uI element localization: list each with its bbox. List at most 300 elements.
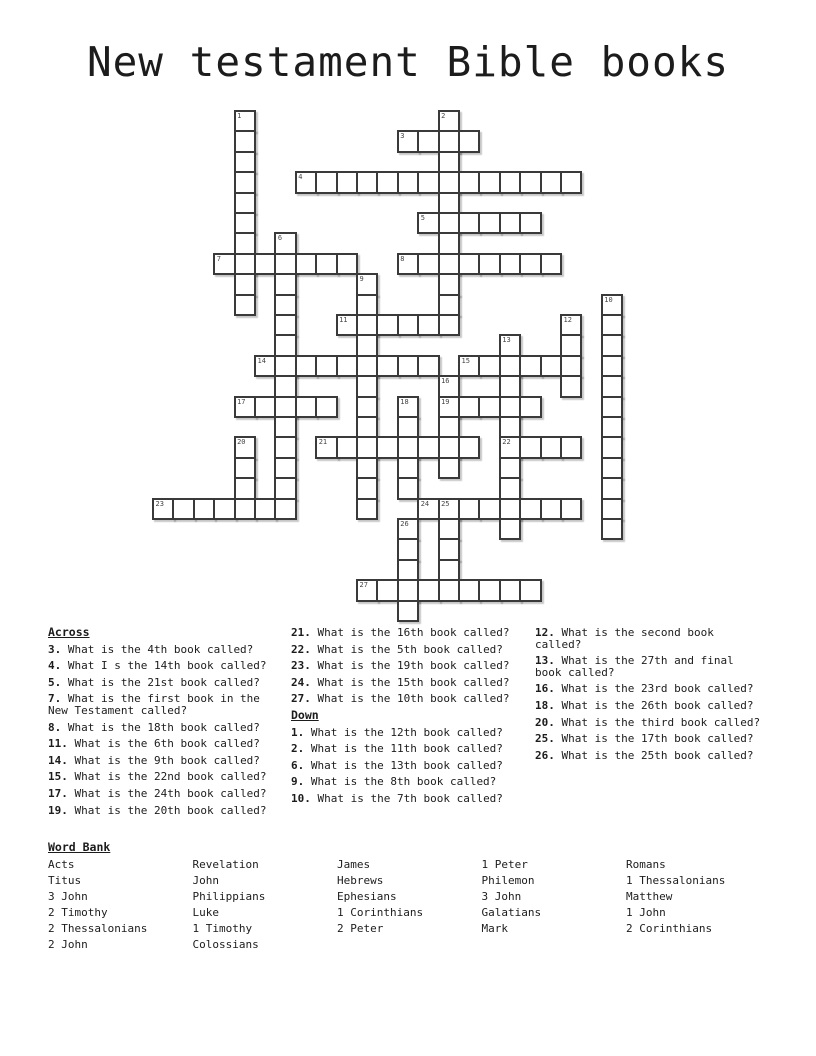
cell-number: 22: [502, 438, 511, 447]
word-bank-item: 1 Thessalonians: [626, 874, 726, 888]
word-bank-item: John: [192, 874, 219, 888]
clue-number: 13.: [535, 654, 562, 668]
grid-cell[interactable]: [458, 130, 480, 152]
grid-cell[interactable]: [540, 498, 562, 520]
grid-cell[interactable]: [274, 477, 296, 499]
word-bank-item: Galatians: [481, 906, 542, 920]
grid-cell[interactable]: [274, 498, 296, 520]
grid-cell[interactable]: [601, 334, 623, 356]
grid-cell[interactable]: [458, 579, 480, 601]
cell-number: 25: [441, 499, 450, 508]
clue-number: 3.: [48, 642, 68, 656]
grid-cell[interactable]: [519, 212, 541, 234]
cell-number: 5: [420, 214, 425, 222]
grid-cell[interactable]: [519, 498, 541, 520]
grid-cell[interactable]: [397, 171, 419, 193]
word-bank-item: James: [337, 858, 371, 871]
across-heading: Across: [48, 625, 90, 639]
word-bank-item: 1 Peter: [481, 858, 528, 871]
grid-cell[interactable]: [376, 171, 398, 193]
grid-cell[interactable]: [499, 498, 521, 520]
grid-cell[interactable]: [478, 498, 500, 520]
grid-cell[interactable]: [499, 355, 521, 377]
word-bank-column-5: [626, 859, 771, 956]
grid-cell[interactable]: [254, 498, 276, 520]
grid-cell[interactable]: [234, 396, 256, 418]
word-bank-item: 3 John: [481, 890, 522, 904]
clue-across-21: 21. What is the 16th book called?: [291, 626, 510, 639]
grid-cell[interactable]: [560, 498, 582, 520]
word-bank-item: Mark: [481, 922, 508, 936]
grid-cell[interactable]: [438, 416, 460, 438]
clue-number: 21.: [291, 626, 318, 639]
cell-number: 19: [441, 397, 450, 406]
grid-cell[interactable]: [417, 130, 439, 152]
grid-cell[interactable]: [234, 498, 256, 520]
clue-down-25: 25. What is the 17th book called?: [535, 732, 754, 746]
grid-cell[interactable]: [560, 436, 582, 458]
grid-cell[interactable]: [234, 457, 256, 479]
grid-cell[interactable]: [397, 538, 419, 560]
grid-cell[interactable]: [356, 273, 378, 295]
grid-cell[interactable]: [499, 375, 521, 397]
grid-cell[interactable]: [601, 314, 623, 336]
grid-cell[interactable]: [295, 253, 317, 275]
grid-cell[interactable]: [499, 171, 521, 193]
grid-cell[interactable]: [519, 355, 541, 377]
cell-number: 17: [237, 397, 246, 406]
cell-number: 23: [155, 499, 164, 508]
word-bank-item: 2 Thessalonians: [48, 922, 148, 936]
grid-cell[interactable]: [601, 355, 623, 377]
word-bank-columns: [48, 859, 778, 956]
clue-number: 26.: [535, 748, 562, 762]
grid-cell[interactable]: [438, 232, 460, 254]
grid-cell[interactable]: [438, 518, 460, 540]
clue-number: 4.: [48, 659, 68, 673]
clue-down-12: 12. What is the second book called?: [535, 626, 714, 651]
clue-number: 10.: [291, 791, 318, 805]
clue-across-22: 22. What is the 5th book called?: [291, 642, 503, 656]
grid-cell[interactable]: [438, 151, 460, 173]
grid-cell[interactable]: [397, 436, 419, 458]
grid-cell[interactable]: [478, 212, 500, 234]
cell-number: 3: [400, 132, 405, 141]
grid-cell[interactable]: [376, 436, 398, 458]
puzzle-title: New testament Bible books: [86, 38, 730, 86]
grid-cell[interactable]: [601, 457, 623, 479]
word-bank-item: Ephesians: [337, 890, 397, 904]
grid-cell[interactable]: [499, 416, 521, 438]
word-bank-item: Philemon: [481, 874, 535, 888]
grid-cell[interactable]: [193, 498, 215, 520]
grid-cell[interactable]: [601, 436, 623, 458]
grid-cell[interactable]: [234, 232, 256, 254]
grid-cell[interactable]: [172, 498, 194, 520]
grid-cell[interactable]: [601, 396, 623, 418]
grid-cell[interactable]: [397, 253, 419, 275]
word-bank-item: Philippians: [192, 890, 266, 904]
grid-cell[interactable]: [397, 600, 419, 622]
grid-cell[interactable]: [438, 579, 460, 601]
grid-cell[interactable]: [417, 436, 439, 458]
grid-cell[interactable]: [234, 151, 256, 173]
grid-cell[interactable]: [417, 253, 439, 275]
word-bank-item: Luke: [192, 906, 219, 920]
grid-cell[interactable]: [356, 171, 378, 193]
down-heading: Down: [291, 707, 319, 722]
clue-number: 18.: [535, 698, 562, 712]
clue-down-2: 2. What is the 11th book called?: [291, 742, 503, 756]
grid-cell[interactable]: [336, 171, 358, 193]
grid-cell[interactable]: [274, 457, 296, 479]
clue-number: 25.: [535, 732, 562, 746]
grid-cell[interactable]: [499, 518, 521, 540]
word-bank-item: 1 John: [626, 906, 666, 920]
grid-cell[interactable]: [234, 294, 256, 316]
clue-across-23: 23. What is the 19th book called?: [291, 659, 510, 673]
grid-cell[interactable]: [234, 110, 256, 132]
grid-cell[interactable]: [356, 355, 378, 377]
grid-cell[interactable]: [540, 253, 562, 275]
cell-number: 11: [339, 316, 348, 324]
word-bank-column-3: [337, 859, 482, 956]
grid-cell[interactable]: [234, 253, 256, 275]
grid-cell[interactable]: [519, 396, 541, 418]
clue-across-15: 15. What is the 22nd book called?: [48, 770, 267, 784]
grid-cell[interactable]: [315, 355, 337, 377]
word-bank-section: [48, 841, 778, 956]
clue-number: 15.: [48, 770, 75, 784]
clue-number: 7.: [48, 692, 68, 706]
grid-cell[interactable]: [417, 314, 439, 336]
grid-cell[interactable]: [274, 253, 296, 275]
grid-cell[interactable]: [274, 273, 296, 295]
grid-cell[interactable]: [356, 334, 378, 356]
clue-down-1: 1. What is the 12th book called?: [291, 725, 503, 739]
grid-cell[interactable]: [560, 375, 582, 397]
word-bank-item: 1 Timothy: [192, 922, 253, 936]
clue-number: 2.: [291, 742, 311, 756]
grid-cell[interactable]: [519, 171, 541, 193]
grid-cell[interactable]: [397, 314, 419, 336]
grid-cell[interactable]: [438, 253, 460, 275]
cell-number: 24: [420, 499, 430, 508]
grid-cell[interactable]: [356, 477, 378, 499]
grid-cell[interactable]: [336, 355, 358, 377]
cell-number: 26: [400, 520, 409, 528]
clue-column-3: [535, 627, 763, 766]
cell-number: 20: [237, 438, 246, 447]
grid-cell[interactable]: [274, 416, 296, 438]
cell-number: 21: [318, 438, 328, 447]
clue-number: 1.: [291, 725, 311, 739]
grid-cell[interactable]: [397, 396, 419, 418]
cell-number: 7: [216, 254, 221, 263]
grid-cell[interactable]: [478, 579, 500, 601]
clue-number: 12.: [535, 626, 562, 639]
cell-number: 14: [257, 356, 266, 365]
cell-number: 1: [237, 112, 242, 120]
grid-cell[interactable]: [438, 559, 460, 581]
grid-cell[interactable]: [234, 436, 256, 458]
word-bank-item: 2 Peter: [337, 922, 384, 936]
word-bank-item: Acts: [48, 858, 75, 871]
grid-cell[interactable]: [499, 457, 521, 479]
grid-cell[interactable]: [560, 314, 582, 336]
grid-cell[interactable]: [152, 498, 174, 520]
clue-down-9: 9. What is the 8th book called?: [291, 775, 497, 789]
grid-cell[interactable]: [417, 498, 439, 520]
clue-number: 5.: [48, 675, 68, 689]
grid-cell[interactable]: [356, 579, 378, 601]
grid-cell[interactable]: [356, 498, 378, 520]
grid-cell[interactable]: [438, 498, 460, 520]
grid-cell[interactable]: [458, 171, 480, 193]
grid-cell[interactable]: [274, 334, 296, 356]
word-bank-item: Hebrews: [337, 874, 384, 888]
grid-cell[interactable]: [438, 294, 460, 316]
grid-cell[interactable]: [295, 355, 317, 377]
clue-number: 19.: [48, 803, 75, 817]
cell-number: 15: [461, 356, 470, 365]
word-bank-item: Matthew: [626, 890, 673, 904]
word-bank-item: 2 John: [48, 938, 88, 952]
grid-cell[interactable]: [519, 579, 541, 601]
clue-down-18: 18. What is the 26th book called?: [535, 698, 754, 712]
grid-cell[interactable]: [274, 436, 296, 458]
grid-cell[interactable]: [478, 355, 500, 377]
cell-number: 13: [502, 336, 511, 345]
grid-cell[interactable]: [560, 355, 582, 377]
grid-cell[interactable]: [438, 457, 460, 479]
grid-cell[interactable]: [234, 212, 256, 234]
clue-down-10: 10. What is the 7th book called?: [291, 791, 503, 805]
cell-number: 12: [563, 316, 572, 324]
grid-cell[interactable]: [336, 436, 358, 458]
grid-cell[interactable]: [601, 477, 623, 499]
clue-across-5: 5. What is the 21st book called?: [48, 675, 260, 689]
word-bank-heading: Word Bank: [48, 840, 111, 854]
word-bank-item: Romans: [626, 858, 666, 871]
grid-cell[interactable]: [417, 579, 439, 601]
grid-cell[interactable]: [601, 416, 623, 438]
grid-cell[interactable]: [438, 171, 460, 193]
grid-cell[interactable]: [601, 375, 623, 397]
grid-cell[interactable]: [356, 457, 378, 479]
grid-cell[interactable]: [499, 253, 521, 275]
grid-cell[interactable]: [336, 253, 358, 275]
clue-across-17: 17. What is the 24th book called?: [48, 786, 267, 800]
grid-cell[interactable]: [438, 273, 460, 295]
clue-down-13: 13. What is the 27th and final book called?: [535, 654, 734, 679]
grid-cell[interactable]: [254, 253, 276, 275]
cell-number: 27: [359, 581, 368, 590]
grid-cell[interactable]: [397, 355, 419, 377]
grid-cell[interactable]: [274, 294, 296, 316]
word-bank-item: Revelation: [192, 858, 259, 871]
grid-cell[interactable]: [438, 396, 460, 418]
grid-cell[interactable]: [213, 498, 235, 520]
word-bank-column-2: [193, 859, 338, 956]
grid-cell[interactable]: [438, 314, 460, 336]
grid-cell[interactable]: [478, 253, 500, 275]
grid-cell[interactable]: [519, 436, 541, 458]
clue-across-4: 4. What I s the 14th book called?: [48, 659, 267, 673]
grid-cell[interactable]: [234, 192, 256, 214]
clue-number: 16.: [535, 682, 562, 696]
clue-down-16: 16. What is the 23rd book called?: [535, 682, 754, 696]
word-bank-item: 2 Timothy: [48, 906, 108, 920]
clue-number: 22.: [291, 642, 318, 656]
grid-cell[interactable]: [336, 314, 358, 336]
grid-cell[interactable]: [540, 171, 562, 193]
clue-number: 24.: [291, 675, 318, 689]
clue-number: 27.: [291, 692, 318, 706]
grid-cell[interactable]: [458, 212, 480, 234]
grid-cell[interactable]: [397, 130, 419, 152]
grid-cell[interactable]: [417, 171, 439, 193]
grid-cell[interactable]: [499, 477, 521, 499]
grid-cell[interactable]: [397, 518, 419, 540]
clue-across-11: 11. What is the 6th book called?: [48, 737, 260, 751]
clue-across-7: 7. What is the first book in the New Testament called?: [48, 692, 260, 717]
grid-cell[interactable]: [438, 192, 460, 214]
grid-cell[interactable]: [234, 130, 256, 152]
clue-number: 6.: [291, 758, 311, 772]
grid-cell[interactable]: [254, 355, 276, 377]
grid-cell[interactable]: [438, 436, 460, 458]
word-bank-item: 3 John: [48, 890, 88, 904]
grid-cell[interactable]: [417, 355, 439, 377]
clue-number: 14.: [48, 753, 75, 767]
grid-cell[interactable]: [458, 355, 480, 377]
word-bank-item: 1 Corinthians: [337, 906, 424, 920]
cell-number: 2: [441, 112, 446, 120]
grid-cell[interactable]: [274, 355, 296, 377]
grid-cell[interactable]: [458, 396, 480, 418]
clue-column-1: [48, 627, 276, 821]
grid-cell[interactable]: [315, 396, 337, 418]
clue-number: 20.: [535, 715, 562, 729]
clue-number: 11.: [48, 737, 75, 751]
grid-cell[interactable]: [601, 498, 623, 520]
grid-cell[interactable]: [458, 498, 480, 520]
cell-number: 10: [604, 295, 613, 304]
clue-across-3: 3. What is the 4th book called?: [48, 642, 254, 656]
grid-cell[interactable]: [315, 436, 337, 458]
grid-cell[interactable]: [458, 436, 480, 458]
cell-number: 8: [400, 254, 405, 263]
grid-cell[interactable]: [438, 110, 460, 132]
grid-cell[interactable]: [274, 375, 296, 397]
word-bank-column-1: [48, 859, 193, 956]
clue-across-14: 14. What is the 9th book called?: [48, 753, 260, 767]
grid-cell[interactable]: [499, 579, 521, 601]
grid-cell[interactable]: [397, 579, 419, 601]
clue-across-24: 24. What is the 15th book called?: [291, 675, 510, 689]
clue-down-20: 20. What is the third book called?: [535, 715, 761, 729]
grid-cell[interactable]: [315, 171, 337, 193]
grid-cell[interactable]: [376, 355, 398, 377]
clue-number: 17.: [48, 786, 75, 800]
grid-cell[interactable]: [397, 416, 419, 438]
grid-cell[interactable]: [438, 212, 460, 234]
cell-number: 18: [400, 397, 409, 406]
word-bank-item: Colossians: [192, 938, 259, 952]
clue-across-27: 27. What is the 10th book called?: [291, 692, 510, 706]
grid-cell[interactable]: [560, 334, 582, 356]
grid-cell[interactable]: [356, 436, 378, 458]
clue-column-2: [291, 627, 519, 810]
grid-cell[interactable]: [560, 171, 582, 193]
grid-cell[interactable]: [234, 171, 256, 193]
grid-cell[interactable]: [274, 232, 296, 254]
grid-cell[interactable]: [601, 294, 623, 316]
grid-cell[interactable]: [540, 436, 562, 458]
grid-cell[interactable]: [397, 477, 419, 499]
word-bank-item: Titus: [48, 874, 82, 888]
clue-across-8: 8. What is the 18th book called?: [48, 720, 260, 734]
grid-cell[interactable]: [295, 396, 317, 418]
cell-number: 9: [359, 275, 364, 284]
cell-number: 6: [277, 234, 283, 243]
clue-number: 23.: [291, 659, 318, 673]
clue-number: 9.: [291, 775, 311, 789]
grid-cell[interactable]: [376, 579, 398, 601]
grid-cell[interactable]: [397, 457, 419, 479]
grid-cell[interactable]: [499, 396, 521, 418]
grid-cell[interactable]: [519, 253, 541, 275]
grid-cell[interactable]: [356, 416, 378, 438]
clue-down-26: 26. What is the 25th book called?: [535, 748, 754, 762]
grid-cell[interactable]: [438, 375, 460, 397]
grid-cell[interactable]: [356, 314, 378, 336]
grid-cell[interactable]: [356, 375, 378, 397]
clue-down-6: 6. What is the 13th book called?: [291, 758, 503, 772]
grid-cell[interactable]: [478, 171, 500, 193]
clue-number: 8.: [48, 720, 68, 734]
grid-cell[interactable]: [274, 314, 296, 336]
grid-cell[interactable]: [356, 396, 378, 418]
grid-cell[interactable]: [458, 253, 480, 275]
grid-cell[interactable]: [438, 538, 460, 560]
grid-cell[interactable]: [356, 294, 378, 316]
cell-number: 4: [298, 173, 303, 182]
grid-cell[interactable]: [499, 334, 521, 356]
cell-number: 16: [441, 377, 450, 386]
grid-cell[interactable]: [254, 396, 276, 418]
grid-cell[interactable]: [601, 518, 623, 540]
clue-across-19: 19. What is the 20th book called?: [48, 803, 267, 817]
grid-cell[interactable]: [478, 396, 500, 418]
word-bank-item: 2 Corinthians: [626, 922, 713, 936]
grid-cell[interactable]: [499, 212, 521, 234]
grid-cell[interactable]: [376, 314, 398, 336]
grid-cell[interactable]: [397, 559, 419, 581]
grid-cell[interactable]: [234, 477, 256, 499]
grid-cell[interactable]: [438, 130, 460, 152]
grid-cell[interactable]: [234, 273, 256, 295]
grid-cell[interactable]: [540, 355, 562, 377]
grid-cell[interactable]: [213, 253, 235, 275]
grid-cell[interactable]: [295, 171, 317, 193]
grid-cell[interactable]: [274, 396, 296, 418]
word-bank-column-4: [482, 859, 627, 956]
grid-cell[interactable]: [315, 253, 337, 275]
grid-cell[interactable]: [499, 436, 521, 458]
grid-cell[interactable]: [417, 212, 439, 234]
